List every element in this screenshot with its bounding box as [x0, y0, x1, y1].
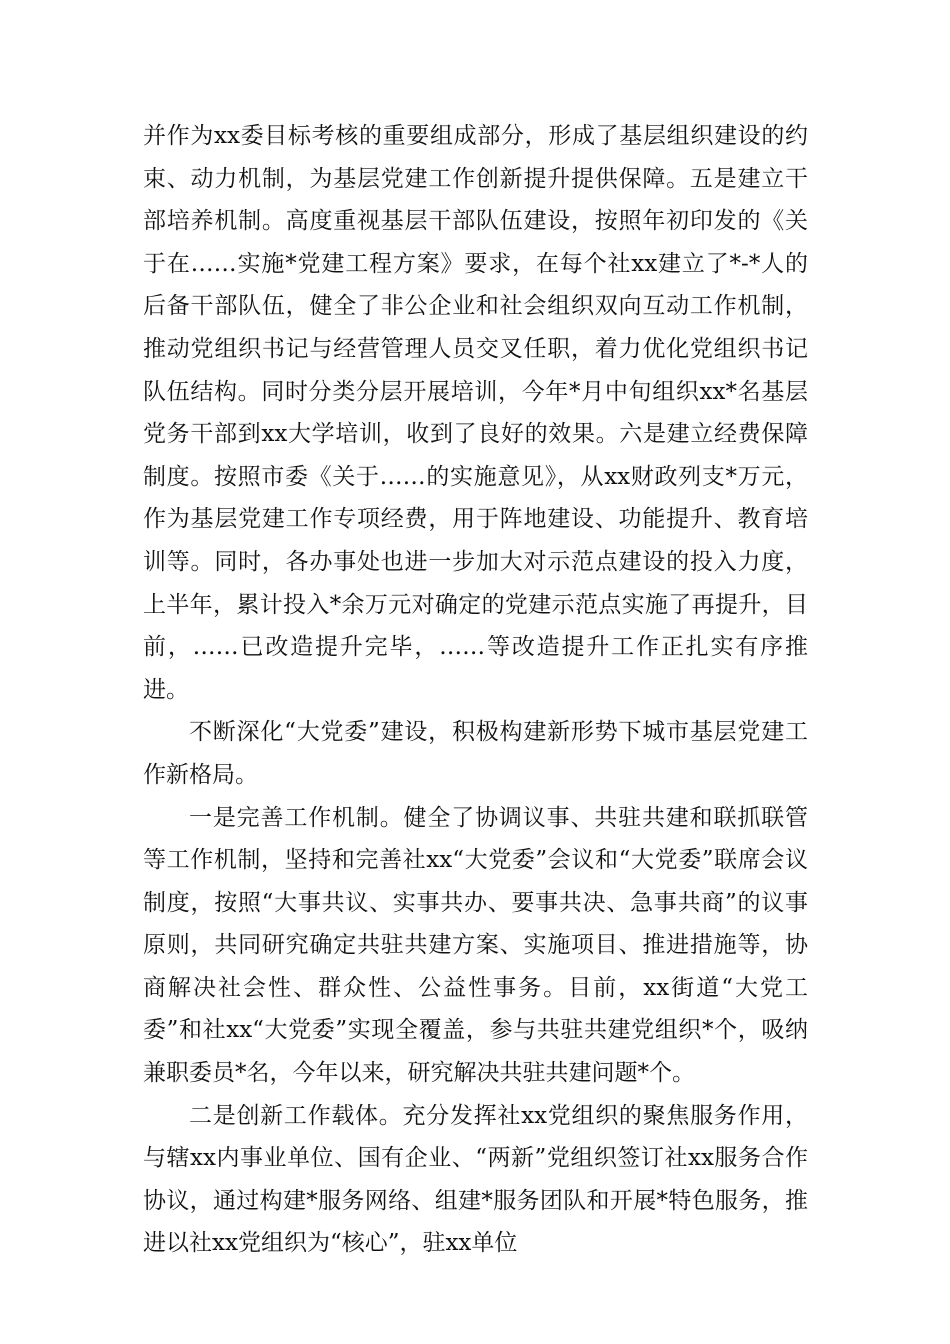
paragraph-4: 二是创新工作载体。充分发挥社xx党组织的聚焦服务作用，与辖xx内事业单位、国有企业、“两新”党组织签订社xx服务合作协议，通过构建*服务网络、组建*服务团队和开展*特色服务，推进以社xx党组织为“核心”，驻xx单位 — [143, 1102, 808, 1257]
document-body — [143, 115, 808, 1265]
paragraph-2: 不断深化“大党委”建设，积极构建新形势下城市基层党建工作新格局。 — [143, 719, 808, 788]
paragraph-1: 并作为xx委目标考核的重要组成部分，形成了基层组织建设的约束、动力机制，为基层党建工作创新提升提供保障。五是建立干部培养机制。高度重视基层干部队伍建设，按照年初印发的《关于在……实施*党建工程方案》要求，在每个社xx建立了*-*人的后备干部队伍，健全了非公企业和社会组织双向互动工作机制，推动党组织书记与经营管理人员交叉任职，着力优化党组织书记队伍结构。同时分类分层开展培训，今年*月中旬组织xx*名基层党务干部到xx大学培训，收到了良好的效果。六是建立经费保障制度。按照市委《关于……的实施意见》，从xx财政列支*万元，作为基层党建工作专项经费，用于阵地建设、功能提升、教育培训等。同时，各办事处也进一步加大对示范点建设的投入力度，上半年，累计投入*余万元对确定的党建示范点实施了再提升，目前，……已改造提升完毕，……等改造提升工作正扎实有序推进。 — [143, 123, 808, 703]
paragraph-3: 一是完善工作机制。健全了协调议事、共驻共建和联抓联管等工作机制，坚持和完善社xx“大党委”会议和“大党委”联席会议制度，按照“大事共议、实事共办、要事共决、急事共商”的议事原则，共同研究确定共驻共建方案、实施项目、推进措施等，协商解决社会性、群众性、公益性事务。目前，xx街道“大党工委”和社xx“大党委”实现全覆盖，参与共驻共建党组织*个，吸纳兼职委员*名，今年以来，研究解决共驻共建问题*个。 — [143, 804, 808, 1087]
